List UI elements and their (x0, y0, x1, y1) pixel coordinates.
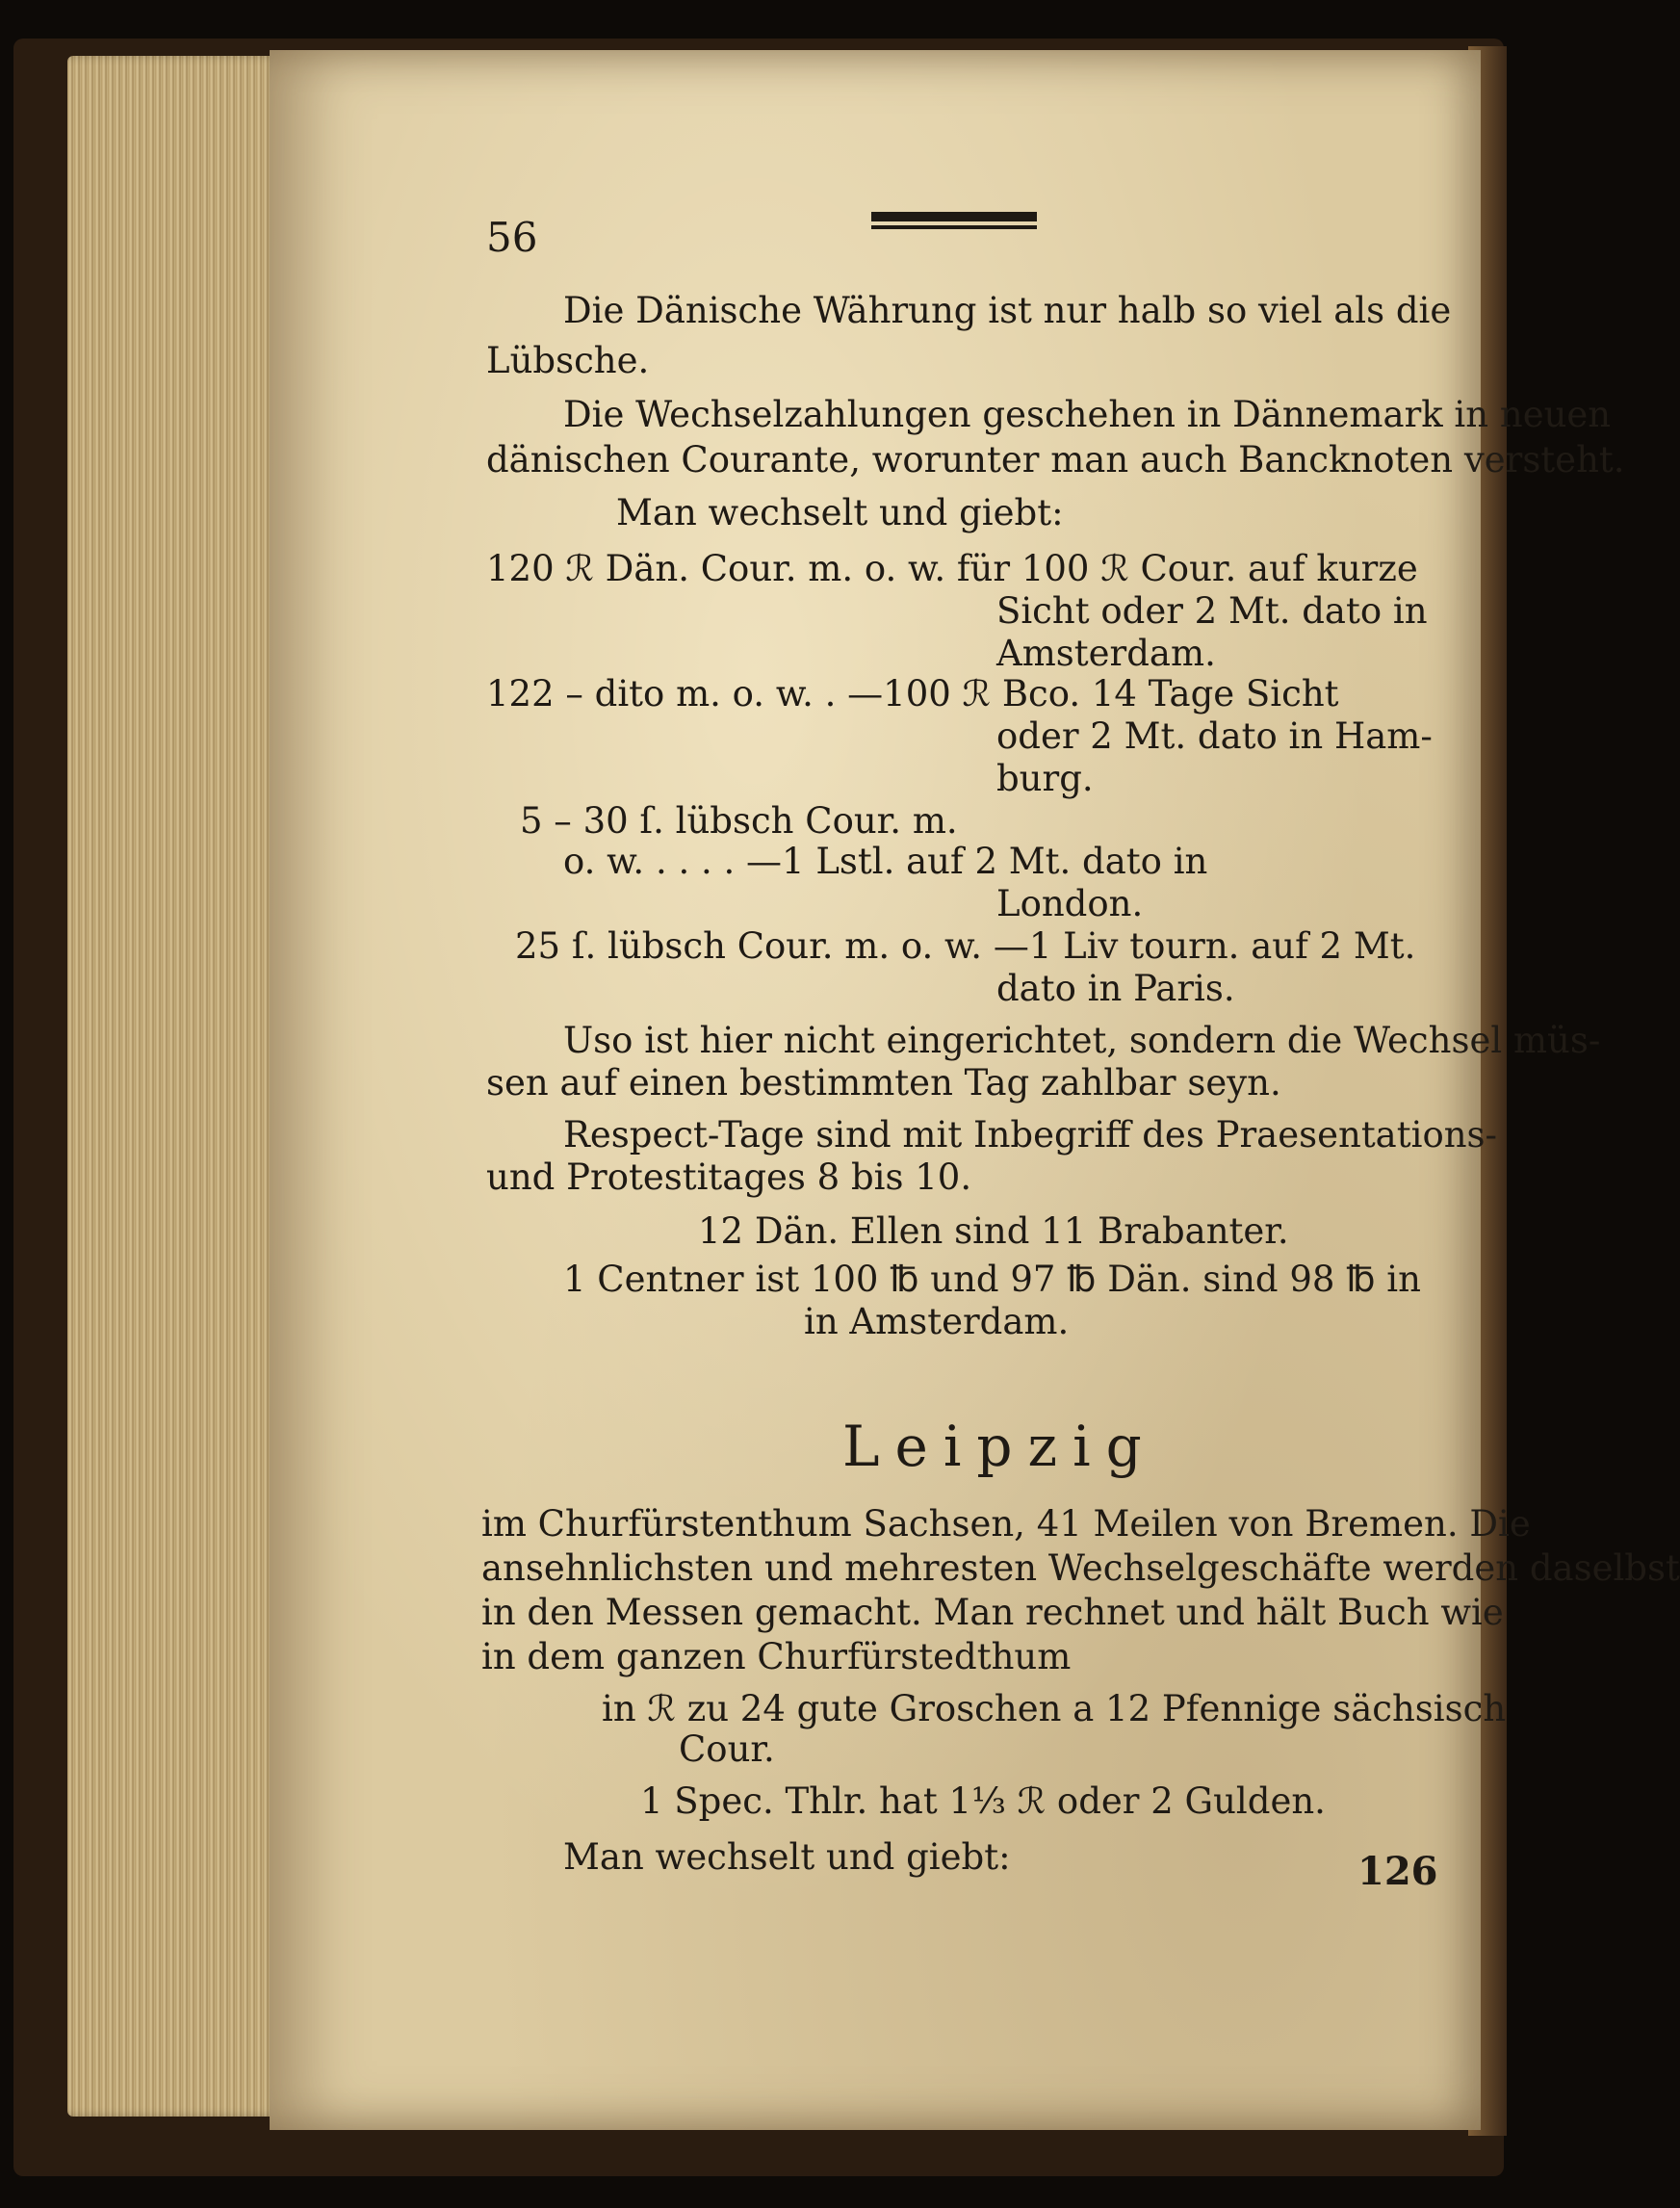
exchange-row-cont: burg. (996, 758, 1094, 799)
section-heading: Leipzig (842, 1414, 1157, 1479)
exchange-row-cont: dato in Paris. (996, 968, 1235, 1009)
text-line: Respect-Tage sind mit Inbegriff des Praesentations- (563, 1114, 1498, 1156)
exchange-row: o. w. . . . . —1 Lstl. auf 2 Mt. dato in (563, 841, 1208, 882)
text-line: 12 Dän. Ellen sind 11 Brabanter. (698, 1210, 1289, 1252)
text-line: im Churfürstenthum Sachsen, 41 Meilen von Bremen. Die (481, 1503, 1531, 1545)
text-line: in Amsterdam. (804, 1301, 1070, 1342)
text-line: und Protestitages 8 bis 10. (486, 1156, 972, 1198)
text-line: sen auf einen bestimmten Tag zahlbar seyn. (486, 1062, 1281, 1104)
exchange-row: 120 ℛ Dän. Cour. m. o. w. für 100 ℛ Cour. auf kurze (486, 548, 1418, 589)
exchange-row-cont: Sicht oder 2 Mt. dato in (996, 590, 1428, 632)
page-stack-edge (67, 56, 279, 2117)
text-line: Uso ist hier nicht eingerichtet, sondern die Wechsel müs- (563, 1020, 1601, 1061)
text-line: Man wechselt und giebt: (616, 492, 1064, 533)
exchange-row: 25 ſ. lübsch Cour. m. o. w. —1 Liv tourn. auf 2 Mt. (515, 925, 1416, 967)
text-line: Die Wechselzahlungen geschehen in Dännemark in neuen (563, 394, 1612, 435)
text-line: Man wechselt und giebt: (563, 1836, 1011, 1878)
text-line: in den Messen gemacht. Man rechnet und hält Buch wie (481, 1592, 1504, 1633)
text-line: Cour. (679, 1728, 775, 1770)
text-line: 1 Spec. Thlr. hat 1⅓ ℛ oder 2 Gulden. (640, 1780, 1326, 1822)
catchword: 126 (1357, 1849, 1438, 1894)
header-ornament-rule (871, 212, 1037, 229)
text-line: Lübsche. (486, 340, 650, 381)
text-line: ansehnlichsten und mehresten Wechselgeschäfte werden daselbst (481, 1547, 1680, 1589)
text-line: 1 Centner ist 100 ℔ und 97 ℔ Dän. sind 98 ℔ in (563, 1259, 1421, 1300)
exchange-row-cont: oder 2 Mt. dato in Ham- (996, 715, 1433, 757)
text-line: in ℛ zu 24 gute Groschen a 12 Pfennige sächsisch (602, 1688, 1507, 1729)
exchange-row-cont: London. (996, 883, 1144, 924)
text-line: in dem ganzen Churfürstedthum (481, 1636, 1072, 1677)
exchange-row: 5 – 30 ſ. lübsch Cour. m. (520, 800, 958, 842)
exchange-row-cont: Amsterdam. (996, 633, 1216, 674)
page-number: 56 (486, 214, 538, 261)
text-line: Die Dänische Währung ist nur halb so viel als die (563, 290, 1452, 331)
exchange-row: 122 – dito m. o. w. . —100 ℛ Bco. 14 Tage Sicht (486, 673, 1339, 714)
text-line: dänischen Courante, worunter man auch Bancknoten versteht. (486, 439, 1625, 481)
